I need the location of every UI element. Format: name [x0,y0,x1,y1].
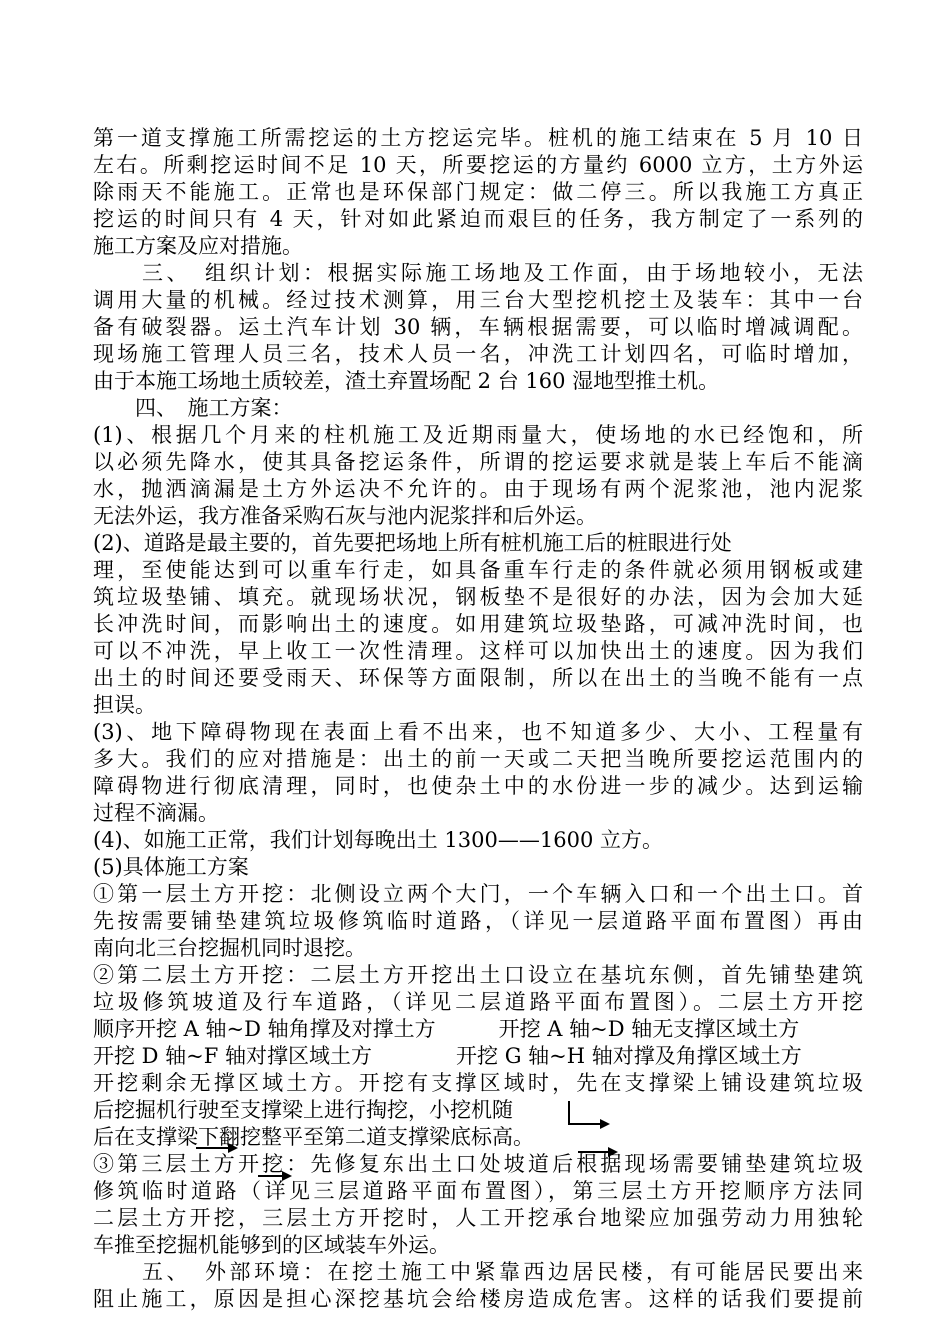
flow-arrow [568,1123,608,1125]
text-line: 后挖掘机行驶至支撑梁上进行掏挖，小挖机随 [93,1098,513,1122]
text-line: 阻止施工，原因是担心深挖基坑会给楼房造成危害。这样的话我们要提前 [93,1287,863,1311]
text-line: 担误。 [93,693,156,717]
text-line: 二层土方开挖，三层土方开挖时，人工开挖承台地梁应加强劳动力用独轮 [93,1206,863,1230]
text-line: 施工方案及应对措施。 [93,234,303,258]
text-line: 多大。我们的应对措施是：出土的前一天或二天把当晚所要挖运范围内的 [93,747,863,771]
text-line: (2)、道路是最主要的，首先要把场地上所有桩机施工后的桩眼进行处 [93,531,732,555]
text-line: 以必须先降水，使其具备挖运条件，所谓的挖运要求就是装上车后不能滴 [93,450,863,474]
text-line: (5)具体施工方案 [93,855,249,879]
text-line: 长冲洗时间，而影响出土的速度。如用建筑垃圾垫路，可减冲洗时间，也 [93,612,863,636]
text-line: 过程不滴漏。 [93,801,219,825]
text-line: 南向北三台挖掘机同时退挖。 [93,936,366,960]
text-line: 可以不冲洗，早上收工一次性清理。这样可以加快出土的速度。因为我们 [93,639,863,663]
text-line: (4)、如施工正常，我们计划每晚出土 1300——1600 立方。 [93,828,663,852]
text-line: (1)、根据几个月来的柱机施工及近期雨量大，使场地的水已经饱和，所 [93,423,863,447]
text-line: 五、 外部环境：在挖土施工中紧靠西边居民楼，有可能居民要出来 [93,1260,863,1284]
text-line: 开挖 D 轴~F 轴对撑区域土方 开挖 G 轴~H 轴对撑及角撑区域土方 [93,1044,802,1068]
text-line: 开挖剩余无撑区域土方。开挖有支撑区域时，先在支撑梁上铺设建筑垃圾 [93,1071,863,1095]
text-line: (3)、地下障碍物现在表面上看不出来，也不知道多少、大小、工程量有 [93,720,863,744]
text-line: 第一道支撑施工所需挖运的土方挖运完毕。桩机的施工结束在 5 月 10 日 [93,126,863,150]
flow-connector-line [568,1101,570,1123]
text-line: 车推至挖掘机能够到的区域装车外运。 [93,1233,450,1257]
text-line: 顺序开挖 A 轴~D 轴角撑及对撑土方 开挖 A 轴~D 轴无支撑区域土方 [93,1017,800,1041]
text-line: 调用大量的机械。经过技术测算，用三台大型挖机挖土及装车：其中一台 [93,288,863,312]
text-line: 筑垃圾垫铺、填充。就现场状况，钢板垫不是很好的办法，因为会加大延 [93,585,863,609]
flow-arrow [578,1151,616,1153]
text-line: 修筑临时道路（详见三层道路平面布置图），第三层土方开挖顺序方法同 [93,1179,863,1203]
text-line: 出土的时间还要受雨天、环保等方面限制，所以在出土的当晚不能有一点 [93,666,863,690]
flow-arrow [258,1175,290,1177]
text-line: ③第三层土方开挖：先修复东出土口处坡道后根据现场需要铺垫建筑垃圾 [93,1152,863,1176]
text-line: ①第一层土方开挖：北侧设立两个大门，一个车辆入口和一个出土口。首 [93,882,863,906]
text-line: 三、 组织计划：根据实际施工场地及工作面，由于场地较小，无法 [93,261,863,285]
text-line: 由于本施工场地土质较差，渣土弃置场配 2 台 160 湿地型推土机。 [93,369,720,393]
flow-arrow [196,1147,236,1149]
text-line: 理，至使能达到可以重车行走，如具备重车行走的条件就必须用钢板或建 [93,558,863,582]
text-line: 先按需要铺垫建筑垃圾修筑临时道路，（详见一层道路平面布置图）再由 [93,909,863,933]
text-line: 左右。所剩挖运时间不足 10 天，所要挖运的方量约 6000 立方，土方外运 [93,153,863,177]
text-line: 无法外运，我方准备采购石灰与池内泥浆拌和后外运。 [93,504,597,528]
text-line: 后在支撑梁下翻挖整平至第二道支撑梁底标高。 [93,1125,534,1149]
text-line: 垃圾修筑坡道及行车道路，（详见二层道路平面布置图）。二层土方开挖 [93,990,863,1014]
text-line: 四、 施工方案： [93,396,293,420]
text-line: 除雨天不能施工。正常也是环保部门规定：做二停三。所以我施工方真正 [93,180,863,204]
text-line: 障碍物进行彻底清理，同时，也使杂土中的水份进一步的减少。达到运输 [93,774,863,798]
text-line: 挖运的时间只有 4 天，针对如此紧迫而艰巨的任务，我方制定了一系列的 [93,207,863,231]
text-line: 备有破裂器。运土汽车计划 30 辆，车辆根据需要，可以临时增减调配。 [93,315,863,339]
text-line: ②第二层土方开挖：二层土方开挖出土口设立在基坑东侧，首先铺垫建筑 [93,963,863,987]
text-line: 水，抛洒滴漏是土方外运决不允许的。由于现场有两个泥浆池，池内泥浆 [93,477,863,501]
text-line: 现场施工管理人员三名，技术人员一名，冲洗工计划四名，可临时增加， [93,342,863,366]
